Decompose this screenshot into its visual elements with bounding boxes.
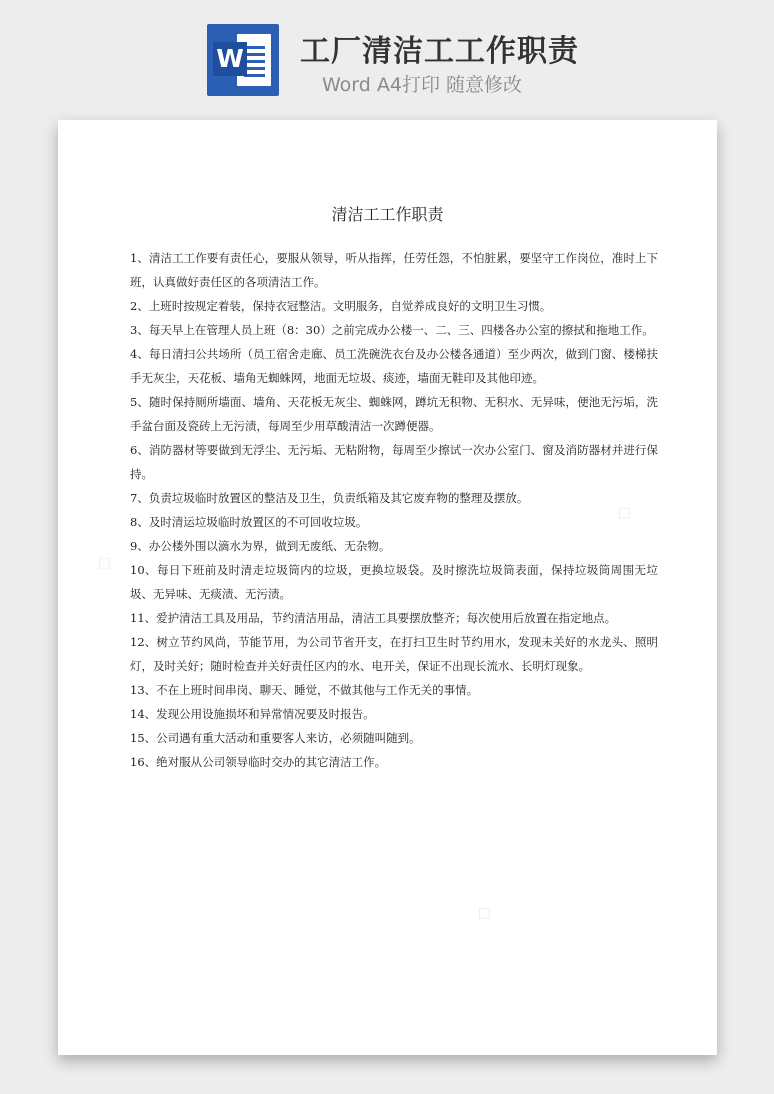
duty-item: 12、树立节约风尚，节能节用，为公司节省开支，在打扫卫生时节约用水，发现未关好的水龙头、照明灯，及时关好；随时检查并关好责任区内的水、电开关，保证不出现长流水、长明灯现象。 <box>130 635 658 673</box>
duty-item: 10、每日下班前及时清走垃圾筒内的垃圾，更换垃圾袋。及时擦洗垃圾筒表面，保持垃圾筒周围无垃圾、无异味、无痰渍、无污渍。 <box>130 563 658 601</box>
duty-item: 6、消防器材等要做到无浮尘、无污垢、无粘附物，每周至少擦试一次办公室门、窗及消防器材并进行保持。 <box>130 443 658 481</box>
duty-item: 16、绝对服从公司领导临时交办的其它清洁工作。 <box>130 755 387 769</box>
watermark: ◇ <box>471 898 500 926</box>
document-title: 清洁工工作职责 <box>331 205 444 224</box>
duty-item: 5、随时保持厕所墙面、墙角、天花板无灰尘、蜘蛛网，蹲坑无积物、无积水、无异味，便池无污垢，洗手盆台面及瓷砖上无污渍，每周至少用草酸清洁一次蹲便器。 <box>130 395 658 433</box>
duty-item: 1、清洁工工作要有责任心，要服从领导，听从指挥，任劳任怨，不怕脏累，要坚守工作岗位，准时上下班，认真做好责任区的各项清洁工作。 <box>130 251 658 289</box>
duty-item: 14、发现公用设施损坏和异常情况要及时报告。 <box>130 707 375 721</box>
duty-item: 8、及时清运垃圾临时放置区的不可回收垃圾。 <box>130 515 368 529</box>
word-document-icon <box>207 24 279 96</box>
page-title: 工厂清洁工工作职责 <box>300 34 579 69</box>
duty-item: 4、每日清扫公共场所（员工宿舍走廊、员工洗碗洗衣台及办公楼各通道）至少两次，做到门窗、楼梯扶手无灰尘，天花板、墙角无蜘蛛网，地面无垃圾、痰迹，墙面无鞋印及其他印迹。 <box>130 347 658 385</box>
duty-item: 2、上班时按规定着装，保持衣冠整洁。文明服务，自觉养成良好的文明卫生习惯。 <box>130 299 552 313</box>
word-icon-letter: W <box>213 42 247 76</box>
page-subtitle: Word A4打印 随意修改 <box>322 74 523 96</box>
watermark: ◇ <box>611 498 640 526</box>
watermark: ◇ <box>91 548 120 576</box>
document-page <box>58 120 717 1055</box>
duty-item: 13、不在上班时间串岗、聊天、睡觉，不做其他与工作无关的事情。 <box>130 683 479 697</box>
duty-item: 9、办公楼外围以滴水为界，做到无废纸、无杂物。 <box>130 539 391 553</box>
duty-item: 11、爱护清洁工具及用品，节约清洁用品，清洁工具要摆放整齐；每次使用后放置在指定地点。 <box>130 611 617 625</box>
duty-item: 3、每天早上在管理人员上班（8：30）之前完成办公楼一、二、三、四楼各办公室的擦拭和拖地工作。 <box>130 323 654 337</box>
document-body <box>130 246 658 774</box>
duty-item: 7、负责垃圾临时放置区的整洁及卫生，负责纸箱及其它废弃物的整理及摆放。 <box>130 491 529 505</box>
header-banner <box>0 0 774 110</box>
duty-item: 15、公司遇有重大活动和重要客人来访，必须随叫随到。 <box>130 731 421 745</box>
